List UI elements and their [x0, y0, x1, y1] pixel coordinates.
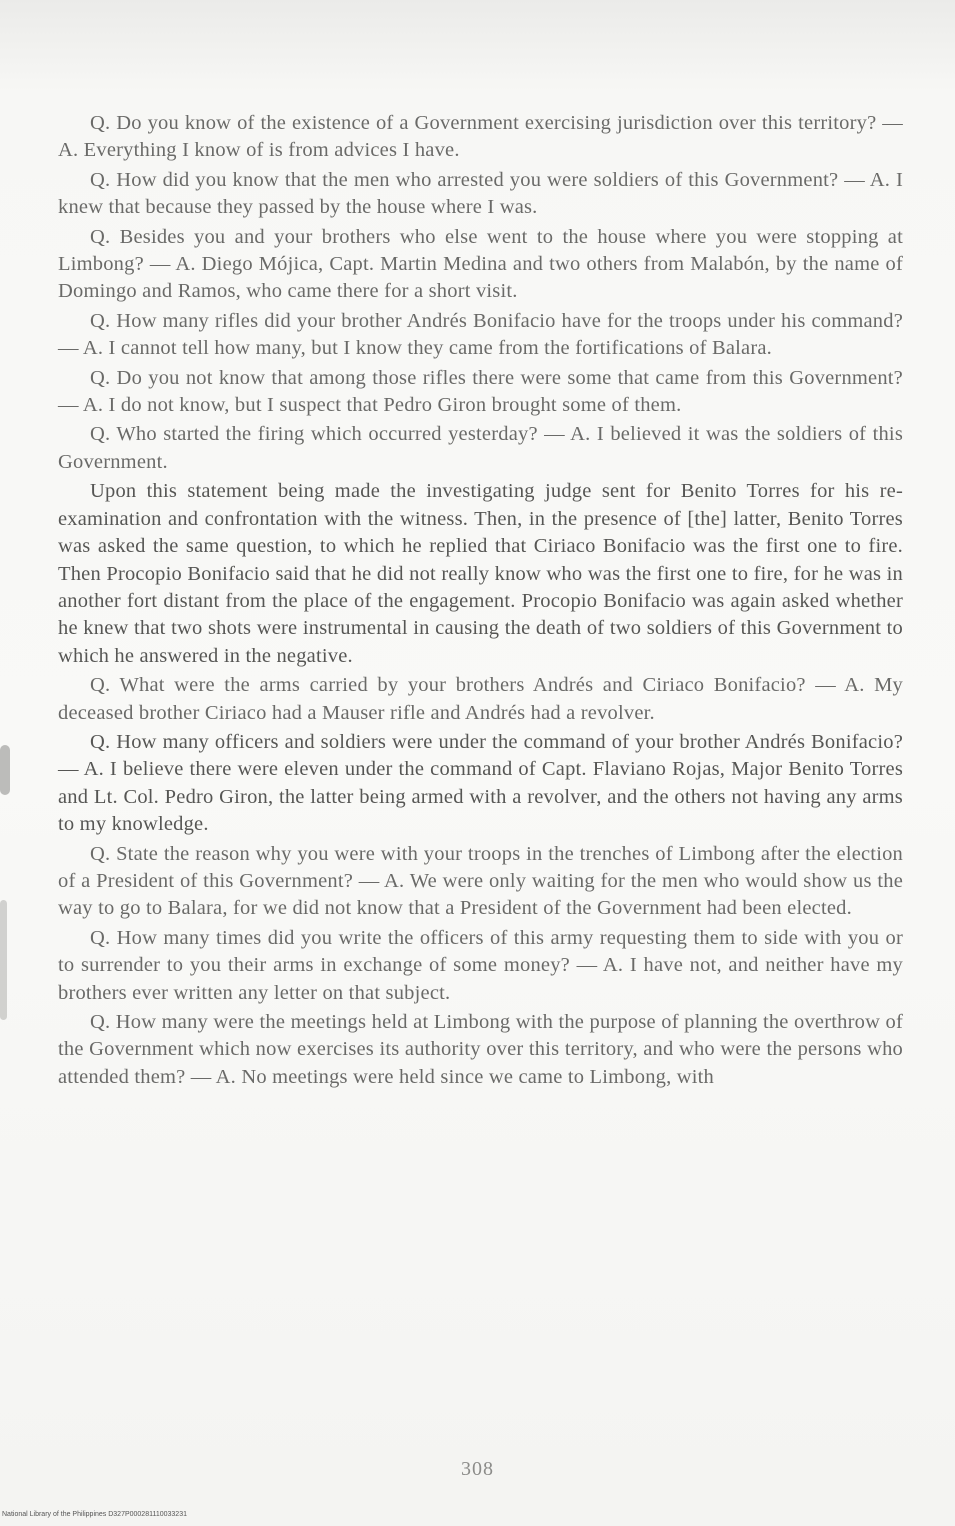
paragraph: Q. Do you not know that among those rifles there were some that came from this Government? — A. I do not know, but I suspect that Pedro Giron brought some of them.	[58, 366, 903, 417]
paragraph: Q. How many rifles did your brother Andrés Bonifacio have for the troops under his command? — A. I cannot tell how many, but I know they came from the fortifications of Balara.	[58, 309, 903, 360]
paragraph: Q. How many times did you write the officers of this army requesting them to side with you or to surrender to you their arms in exchange of some money? — A. I have not, and neither have my brothers ever written any letter on that subject.	[58, 926, 903, 1004]
paragraph: Q. Who started the firing which occurred yesterday? — A. I believed it was the soldiers of this Government.	[58, 423, 903, 473]
paragraph: Q. How many officers and soldiers were under the command of your brother Andrés Bonifacio? — A. I believe there were eleven under the command of Capt. Flaviano Rojas, Major Benito Torres and Lt. Col. Pedro Giron, the latter being armed with a revolver, and the others not having any arms to my knowledge.	[58, 730, 903, 836]
footer-credit: National Library of the Philippines D327P000281110033231	[2, 1511, 187, 1518]
paragraph: Q. State the reason why you were with your troops in the trenches of Limbong after the election of a President of this Government? — A. We were only waiting for the men who would show us the way to go to Balara, for we did not know that a President of the Government had been elected.	[58, 842, 903, 920]
scan-edge-mark	[0, 900, 7, 1020]
page-number: 308	[461, 1458, 494, 1480]
paragraph: Q. Besides you and your brothers who else went to the house where you were stopping at Limbong? — A. Diego Mójica, Capt. Martin Medina and two others from Malabón, by the name of Domingo and Ramos, who came there for a short visit.	[58, 225, 903, 303]
document-page	[58, 110, 903, 1093]
paragraph: Q. What were the arms carried by your brothers Andrés and Ciriaco Bonifacio? — A. My deceased brother Ciriaco had a Mauser rifle and Andrés had a revolver.	[58, 674, 903, 724]
paragraph: Q. How did you know that the men who arrested you were soldiers of this Government? — A. I knew that because they passed by the house where I was.	[58, 168, 903, 219]
paragraph: Q. Do you know of the existence of a Government exercising jurisdiction over this territory? — A. Everything I know of is from advices I have.	[58, 112, 903, 162]
scan-edge-mark	[0, 745, 10, 795]
paragraph: Upon this statement being made the investigating judge sent for Benito Torres for his re-examination and confrontation with the witness. Then, in the presence of [the] latter, Benito Torres was asked the same question, to which he replied that Ciriaco Bonifacio was the first one to fire. Then Procopio Bonifacio said that he did not really know who was the first one to fire, for he was in another fort distant from the place of the engagement. Procopio Bonifacio was again asked whether he knew that two shots were instrumental in causing the death of two soldiers of this Government to which he answered in the negative.	[58, 480, 903, 667]
paragraph: Q. How many were the meetings held at Limbong with the purpose of planning the overthrow of the Government which now exercises its authority over this territory, and who were the persons who attended them? — A. No meetings were held since we came to Limbong, with	[58, 1011, 903, 1088]
